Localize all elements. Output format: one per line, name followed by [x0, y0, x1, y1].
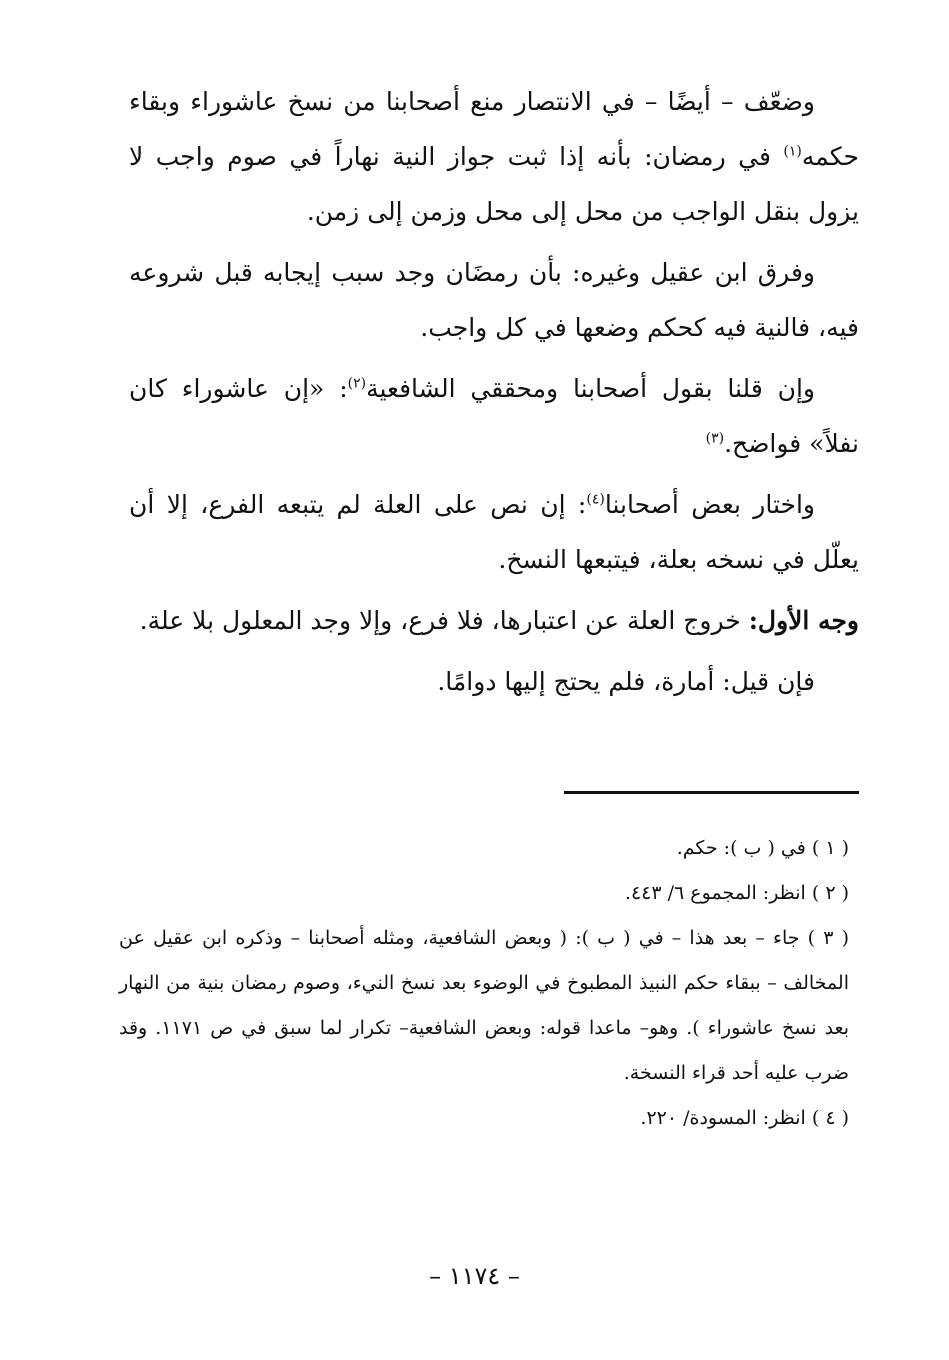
page-number: – ١١٧٤ – — [429, 1262, 520, 1290]
footnote-3: ( ٣ ) جاء – بعد هذا – في ( ب ): ( وبعض الشافعية، ومثله أصحابنا – وذكره ابن عقيل عن المخالف – ببقاء حكم النبيذ المطبوخ في الوضوء بعد نسخ النيء، وصوم رمضان بنية من النهار بعد نسخ عاشوراء ). وهو– ماعدا قوله: وبعض الشافعية– تكرار لما سبق في ص ١١٧١. وقد ضرب عليه أحد قراء النسخة. — [119, 927, 850, 1084]
footnote-ref-3: (٣) — [705, 430, 725, 447]
footnote-ref-4: (٤) — [586, 491, 605, 508]
paragraph-3-text: وإن قلنا بقول أصحابنا ومحققي الشافعية — [366, 374, 815, 403]
footnote-ref-2: (٢) — [347, 375, 367, 392]
footnote-ref-1: (١) — [783, 143, 802, 160]
footnotes — [119, 826, 849, 1141]
footnote-2: ( ٢ ) انظر: المجموع ٦/ ٤٤٣. — [624, 882, 849, 904]
paragraph-1 — [129, 74, 859, 239]
footnote-4: ( ٤ ) انظر: المسودة/ ٢٢٠. — [640, 1107, 849, 1129]
footnote-1: ( ١ ) في ( ب ): حكم. — [676, 837, 849, 859]
paragraph-1-rest: في رمضان: بأنه إذا ثبت جواز النية نهاراً في صوم واجب لا يزول بنقل الواجب من محل إلى محل وزمن إلى زمن. — [129, 142, 859, 226]
paragraph-1-text: وضعّف – أيضًا – في الانتصار منع أصحابنا من نسخ عاشوراء وبقاء حكمه — [129, 87, 859, 171]
footnote-separator — [564, 791, 859, 794]
main-text — [129, 74, 859, 715]
paragraph-4-text: واختار بعض أصحابنا — [604, 490, 815, 519]
paragraph-4 — [129, 477, 859, 587]
paragraph-5-rest: خروج العلة عن اعتبارها، فلا فرع، وإلا وجد المعلول بلا علة. — [139, 606, 749, 635]
paragraph-4-rest: : إن نص على العلة لم يتبعه الفرع، إلا أن يعلّل في نسخه بعلة، فيتبعها النسخ. — [129, 490, 859, 574]
paragraph-5 — [129, 593, 859, 648]
paragraph-3-mid: : «إن عاشوراء كان نفلاً» فواضح. — [129, 374, 859, 458]
paragraph-5-lead: وجه الأول: — [748, 606, 859, 635]
paragraph-6: فإن قيل: أمارة، فلم يحتج إليها دوامًا. — [437, 667, 815, 696]
paragraph-3 — [129, 361, 859, 471]
paragraph-2: وفرق ابن عقيل وغيره: بأن رمضَان وجد سبب إيجابه قبل شروعه فيه، فالنية فيه كحكم وضعها في كل واجب. — [129, 258, 859, 342]
